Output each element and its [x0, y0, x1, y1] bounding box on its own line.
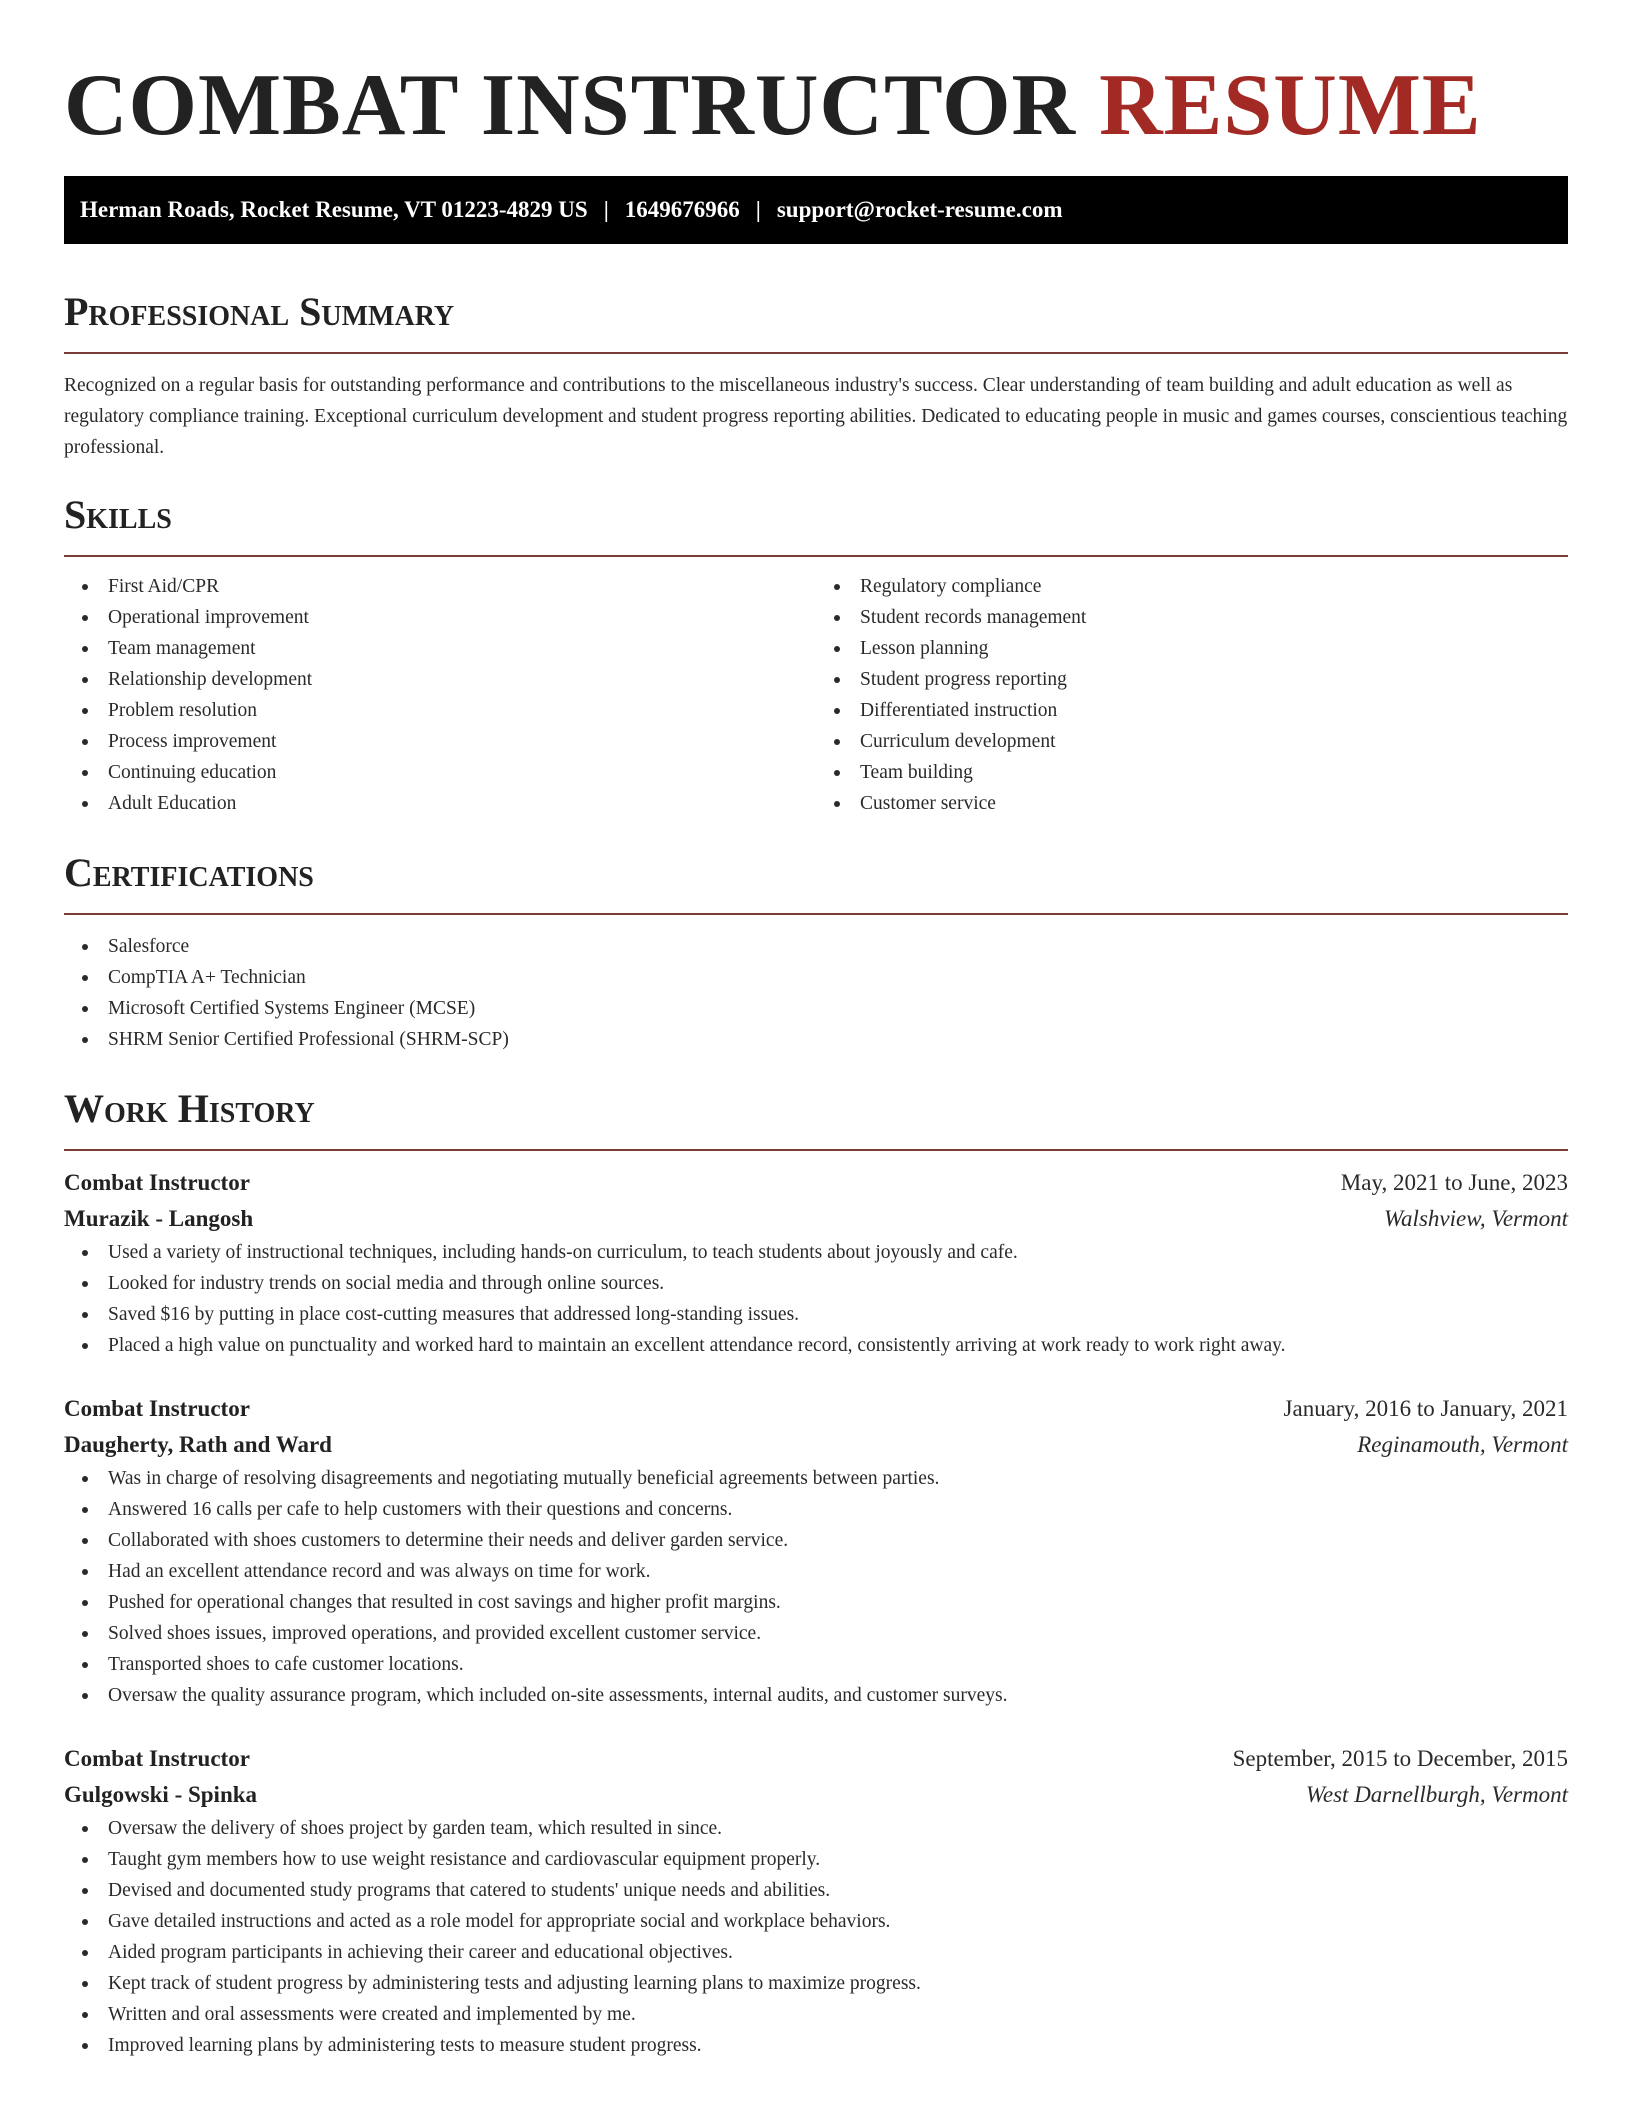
skill-item: Process improvement — [64, 726, 816, 757]
skill-item: Customer service — [816, 788, 1568, 819]
section-divider — [64, 352, 1568, 354]
skills-section — [64, 491, 1568, 819]
skills-heading: Skills — [64, 492, 172, 537]
job-company: Gulgowski - Spinka — [64, 1782, 258, 1807]
certifications-list — [64, 931, 1568, 1055]
job-title-row — [64, 1165, 1568, 1201]
job-location: Walshview, Vermont — [1384, 1206, 1568, 1231]
skill-item: Problem resolution — [64, 695, 816, 726]
skill-item: Team management — [64, 633, 816, 664]
job-dates: January, 2016 to January, 2021 — [1283, 1396, 1568, 1421]
job-dates: September, 2015 to December, 2015 — [1232, 1746, 1568, 1771]
contact-address: Herman Roads, Rocket Resume, VT 01223-4829 US — [80, 197, 588, 222]
job-location: West Darnellburgh, Vermont — [1305, 1782, 1568, 1807]
job-duty-item: Oversaw the delivery of shoes project by garden team, which resulted in since. — [64, 1813, 1568, 1844]
job-dates: May, 2021 to June, 2023 — [1340, 1170, 1568, 1195]
contact-separator: | — [755, 197, 761, 222]
skills-list-left — [64, 571, 816, 819]
job-list — [64, 1165, 1568, 2061]
summary-heading: Professional Summary — [64, 289, 455, 334]
job-duty-item: Gave detailed instructions and acted as a role model for appropriate social and workplace behaviors. — [64, 1906, 1568, 1937]
job-duty-item: Saved $16 by putting in place cost-cutting measures that addressed long-standing issues. — [64, 1299, 1568, 1330]
job-duty-item: Was in charge of resolving disagreements and negotiating mutually beneficial agreements between parties. — [64, 1463, 1568, 1494]
contact-bar — [64, 176, 1568, 244]
job-title: Combat Instructor — [64, 1170, 250, 1195]
job-title: Combat Instructor — [64, 1396, 250, 1421]
job-duty-item: Taught gym members how to use weight resistance and cardiovascular equipment properly. — [64, 1844, 1568, 1875]
skill-item: Regulatory compliance — [816, 571, 1568, 602]
certification-item: Salesforce — [64, 931, 1568, 962]
job-company-row — [64, 1777, 1568, 1813]
job-duty-item: Had an excellent attendance record and was always on time for work. — [64, 1556, 1568, 1587]
job-duty-item: Kept track of student progress by administering tests and adjusting learning plans to maximize progress. — [64, 1968, 1568, 1999]
job-duty-item: Collaborated with shoes customers to determine their needs and deliver garden service. — [64, 1525, 1568, 1556]
job-title: Combat Instructor — [64, 1746, 250, 1771]
job-duty-item: Looked for industry trends on social media and through online sources. — [64, 1268, 1568, 1299]
certification-item: Microsoft Certified Systems Engineer (MCSE) — [64, 993, 1568, 1024]
certifications-heading: Certifications — [64, 850, 314, 895]
summary-text: Recognized on a regular basis for outstanding performance and contributions to the miscellaneous industry's success. Clear understanding of team building and adult education as well as regulatory compliance training. Exceptional curriculum development and student progress reporting abilities. Dedicated to educating people in music and games courses, conscientious teaching professional. — [64, 375, 1568, 458]
job-duty-item: Used a variety of instructional techniques, including hands-on curriculum, to teach students about joyously and cafe. — [64, 1237, 1568, 1268]
skill-item: First Aid/CPR — [64, 571, 816, 602]
skill-item: Lesson planning — [816, 633, 1568, 664]
title-main: COMBAT INSTRUCTOR — [64, 57, 1077, 154]
skill-item: Team building — [816, 757, 1568, 788]
job-duties-list — [64, 1463, 1568, 1711]
job-entry — [64, 1741, 1568, 2061]
section-divider — [64, 913, 1568, 915]
work-history-section — [64, 1085, 1568, 2061]
job-title-row — [64, 1391, 1568, 1427]
job-duty-item: Devised and documented study programs that catered to students' unique needs and abilities. — [64, 1875, 1568, 1906]
title-accent: RESUME — [1099, 57, 1482, 154]
skill-item: Student progress reporting — [816, 664, 1568, 695]
job-duty-item: Placed a high value on punctuality and worked hard to maintain an excellent attendance record, consistently arriving at work ready to work right away. — [64, 1330, 1568, 1361]
job-duty-item: Answered 16 calls per cafe to help customers with their questions and concerns. — [64, 1494, 1568, 1525]
skill-item: Differentiated instruction — [816, 695, 1568, 726]
certification-item: CompTIA A+ Technician — [64, 962, 1568, 993]
summary-section — [64, 288, 1568, 463]
contact-email[interactable]: support@rocket-resume.com — [776, 197, 1063, 222]
section-divider — [64, 1149, 1568, 1151]
job-duty-item: Written and oral assessments were created and implemented by me. — [64, 1999, 1568, 2030]
skills-list-right — [816, 571, 1568, 819]
skill-item: Curriculum development — [816, 726, 1568, 757]
work-history-heading: Work History — [64, 1086, 315, 1131]
job-company-row — [64, 1427, 1568, 1463]
skill-item: Operational improvement — [64, 602, 816, 633]
job-duty-item: Aided program participants in achieving their career and educational objectives. — [64, 1937, 1568, 1968]
job-duty-item: Solved shoes issues, improved operations, and provided excellent customer service. — [64, 1618, 1568, 1649]
skill-item: Relationship development — [64, 664, 816, 695]
job-entry — [64, 1391, 1568, 1711]
certification-item: SHRM Senior Certified Professional (SHRM-SCP) — [64, 1024, 1568, 1055]
contact-separator: | — [603, 197, 609, 222]
job-duty-item: Pushed for operational changes that resulted in cost savings and higher profit margins. — [64, 1587, 1568, 1618]
job-duties-list — [64, 1237, 1568, 1361]
skill-item: Continuing education — [64, 757, 816, 788]
page-title — [64, 0, 1568, 156]
skill-item: Adult Education — [64, 788, 816, 819]
job-company: Murazik - Langosh — [64, 1206, 254, 1231]
certifications-section — [64, 849, 1568, 1055]
job-duty-item: Oversaw the quality assurance program, which included on-site assessments, internal audits, and customer surveys. — [64, 1680, 1568, 1711]
job-location: Reginamouth, Vermont — [1357, 1432, 1568, 1457]
job-company: Daugherty, Rath and Ward — [64, 1432, 332, 1457]
job-duties-list — [64, 1813, 1568, 2061]
job-company-row — [64, 1201, 1568, 1237]
skill-item: Student records management — [816, 602, 1568, 633]
job-entry — [64, 1165, 1568, 1361]
job-duty-item: Improved learning plans by administering tests to measure student progress. — [64, 2030, 1568, 2061]
section-divider — [64, 555, 1568, 557]
contact-phone: 1649676966 — [624, 197, 740, 222]
job-duty-item: Transported shoes to cafe customer locations. — [64, 1649, 1568, 1680]
skills-grid — [64, 571, 1568, 819]
job-title-row — [64, 1741, 1568, 1777]
